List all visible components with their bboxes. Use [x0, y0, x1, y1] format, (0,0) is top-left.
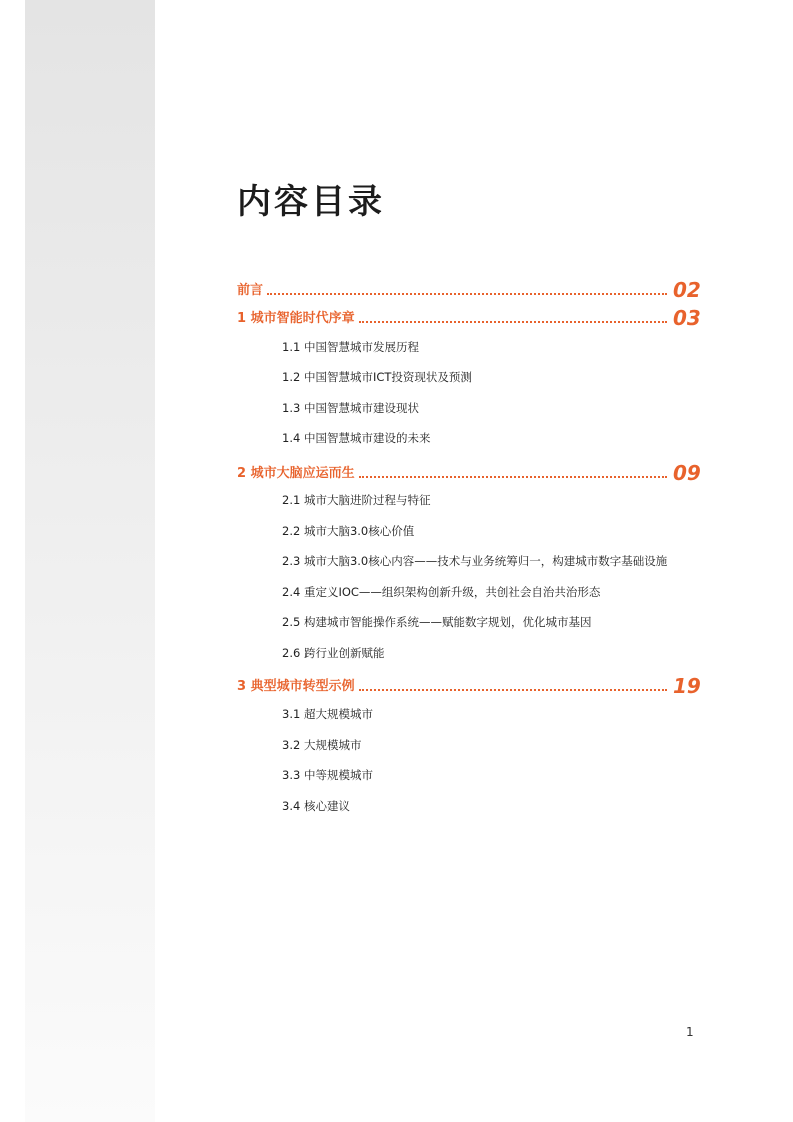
toc-entry-chapter-2[interactable]: [237, 458, 703, 484]
toc-section-2-3[interactable]: 2.3 城市大脑3.0核心内容——技术与业务统筹归一，构建城市数字基础设施: [282, 554, 668, 568]
dotted-leader: [359, 689, 667, 691]
toc-entry-label: 3 典型城市转型示例: [237, 679, 355, 694]
toc-section-3-3[interactable]: 3.3 中等规模城市: [282, 768, 373, 782]
toc-entry-chapter-1[interactable]: [237, 303, 703, 329]
toc-entry-chapter-3[interactable]: [237, 671, 703, 697]
toc-section-3-1[interactable]: 3.1 超大规模城市: [282, 707, 373, 721]
toc-entry-preface[interactable]: [237, 275, 703, 301]
side-decoration-band: [25, 0, 155, 1122]
toc-section-1-2[interactable]: 1.2 中国智慧城市ICT投资现状及预测: [282, 370, 472, 384]
toc-section-3-4[interactable]: 3.4 核心建议: [282, 799, 350, 813]
dotted-leader: [359, 321, 667, 323]
toc-entry-page: 03: [673, 306, 701, 330]
toc-section-2-6[interactable]: 2.6 跨行业创新赋能: [282, 646, 385, 660]
toc-entry-label: 前言: [237, 283, 264, 298]
toc-section-3-2[interactable]: 3.2 大规模城市: [282, 738, 362, 752]
toc-section-2-5[interactable]: 2.5 构建城市智能操作系统——赋能数字规划，优化城市基因: [282, 615, 592, 629]
dotted-leader: [267, 293, 667, 295]
toc-section-1-1[interactable]: 1.1 中国智慧城市发展历程: [282, 340, 419, 354]
toc-section-1-4[interactable]: 1.4 中国智慧城市建设的未来: [282, 431, 431, 445]
page-number: 1: [686, 1025, 694, 1039]
toc-section-2-1[interactable]: 2.1 城市大脑进阶过程与特征: [282, 493, 431, 507]
page-title: 内容目录: [237, 182, 385, 222]
toc-entry-label: 2 城市大脑应运而生: [237, 466, 355, 481]
toc-entry-label: 1 城市智能时代序章: [237, 311, 355, 326]
toc-section-2-4[interactable]: 2.4 重定义IOC——组织架构创新升级，共创社会自治共治形态: [282, 585, 601, 599]
toc-section-2-2[interactable]: 2.2 城市大脑3.0核心价值: [282, 524, 415, 538]
toc-entry-page: 19: [673, 674, 701, 698]
dotted-leader: [359, 476, 667, 478]
toc-section-1-3[interactable]: 1.3 中国智慧城市建设现状: [282, 401, 419, 415]
toc-entry-page: 02: [673, 278, 701, 302]
toc-entry-page: 09: [673, 461, 701, 485]
